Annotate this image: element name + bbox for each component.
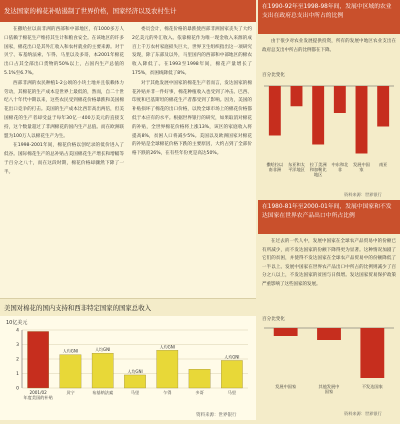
sidebar — [258, 0, 400, 420]
category-label: 发展中国家 — [353, 162, 370, 172]
sidebar-box-1-title: 在1990-92年至1998-98年间，发展中区域的农业支出在政府总支出中所占的比例 — [258, 0, 400, 34]
chart-unit-label: 10亿美元 — [6, 320, 28, 326]
bar-value-label: 人均GNI — [62, 348, 79, 354]
sidebar-box-2-title: 在1980-81年至2000-01年间，发展中国家和不发达国家在世界农产品出口中所占比例 — [258, 200, 400, 234]
bar — [360, 328, 384, 378]
paragraph: 对于其他发展中国家的棉花生产者而言，发达国家的棉花补贴并非一件好事，棉花种植收入也受到了冲击。巴西、印度和巴基斯坦的棉花生产者都受到了影响。因为，美国的补贴损坏了棉花的出口价格，以致全球市场上的棉花价格都低于本应有的水平。根据世界银行的研究，如果取消对棉花的补贴，全世界棉花价格将上涨13%，该区的家庭收入将提高8%，贫困人口将减少5%。美国以及欧洲国家对棉花的补贴是全球棉花价格下跌的主要原因，大约占到了全部价格下跌的26%，在有些年份更是高达50%。 — [132, 80, 252, 157]
bar-value-label: 人均GNI — [159, 344, 175, 350]
bar — [124, 375, 145, 388]
bar — [269, 86, 281, 136]
bar — [27, 331, 48, 388]
y-tick-label: 1 — [16, 372, 19, 377]
main-headline: 发达国家的棉花补贴遏制了世界价格，国家经济以及农村生计 — [0, 0, 256, 22]
bar-value-label: 人均GNI — [127, 368, 143, 374]
bar — [312, 86, 324, 145]
bar — [317, 328, 341, 340]
bar — [189, 369, 210, 388]
bar — [334, 86, 346, 113]
bar — [291, 86, 303, 106]
sidebar-box-2-ylabel: 百分比变化 — [262, 317, 285, 322]
paragraph: 在撒哈拉以南非洲的西部和中部地区，有1000多万人口依赖于棉花生产维持其生计和粮食安全。在该地区的许多国家，棉花出口是其外汇收入和农村就业的主要来源。对于贝宁、布基纳法索、乍得、马里以及多哥，本2001年棉花出口占其全部出口货物的50%以上，占国内生产总值的5.1%至6.7%。 — [4, 27, 124, 76]
category-label: 其他发展中国家 — [318, 384, 340, 394]
category-label: 多哥 — [195, 390, 204, 395]
us-subsidy-chart — [0, 316, 256, 420]
paragraph: 委员会计，棉花价格的暴跌使西部非洲国家丧失了大约2亿美元的外汇收入。依靠棉花作为唯一现金收入来源的成百上千万农村家庭损失巨大，世界卫生组织指出这一项研究发现，除了东部及以外，马里国内的西部和中部地区的棉农收入降低了。在1993至1998年间，棉花产量增长了175%，贫困线降低了8%。 — [132, 27, 252, 76]
category-label: 马里 — [130, 390, 140, 395]
category-label: 布基纳法索 — [92, 390, 114, 395]
category-label: 2001/02 年度美国的补贴 — [23, 390, 53, 400]
agri-export-share-chart — [258, 322, 400, 410]
article-column-2 — [132, 26, 252, 160]
bar-value-label: 人均GNI — [224, 354, 240, 360]
bar — [60, 355, 81, 388]
bar — [221, 360, 242, 388]
us-subsidy-chart-svg — [0, 316, 256, 420]
category-label: 撒哈拉以南非洲 — [266, 162, 284, 172]
category-label: 乍得 — [163, 390, 172, 395]
bar — [274, 328, 298, 336]
bar — [157, 350, 178, 388]
article-body — [4, 26, 254, 294]
bar — [377, 86, 389, 127]
bar — [92, 353, 113, 388]
y-tick-label: 2 — [16, 357, 19, 363]
category-label: 不发达国家 — [361, 384, 383, 389]
us-subsidy-chart-title: 美国对棉花的国内支持和西非特定国家的国家总收入 — [0, 298, 256, 316]
category-label: 中东和北非 — [331, 162, 349, 172]
y-tick-label: 3 — [16, 343, 19, 348]
agri-spending-chart — [258, 80, 400, 190]
sidebar-box-1-credit: 资料来源：世界银行 — [344, 192, 382, 197]
article-column-1 — [4, 26, 124, 179]
bar-value-label: 人均GNI — [95, 347, 111, 353]
category-label: 南亚 — [378, 162, 388, 167]
chart-credit: 资料来源：世界银行 — [196, 413, 237, 418]
category-label: 东亚和太平洋地区 — [288, 162, 305, 172]
sidebar-box-1-text: 由于很少对农业发展提供投资，所有的发展中地区农业支出在政府总支出中所占的比例都在下降。 — [262, 39, 396, 53]
category-label: 贝宁 — [66, 390, 75, 395]
paragraph: 在1998-2001年间，棉花价格以创纪录的低价进入了低谷。国际棉花生产的总补贴占美国棉花生产增长和增幅等于百分之八十，而在这段时期，棉花价格却骤然下降了一半。 — [4, 143, 124, 175]
category-label: 发展中国家 — [275, 384, 297, 389]
y-tick-label: 4 — [16, 328, 19, 334]
category-label: 马里 — [227, 390, 237, 395]
sidebar-box-2-text: 在过去的一代人中，发展中国家在全球农产品贸易中的份额已有所减少，而不发达国家的份额下降得更为显著。这种情况加剧了它们的贫困，并使得不发达国家在全球农产品贸易中的份额降低了一半以上。发展中国家在世界农产品出口中所占的比例则减少了百分之八以上，不发达国家的贫困与日俱增。发达国家贸易保护政策严重影响了这些国家的发展。 — [262, 239, 396, 287]
y-tick-label: 0 — [16, 386, 19, 392]
sidebar-box-2-credit: 资料来源：世界银行 — [344, 411, 382, 416]
sidebar-box-1-ylabel: 百分比变化 — [262, 73, 285, 78]
paragraph: 西部非洲的农民种植1-2公顷的小块土地并且依赖体力劳动，其棉花的生产成本是世界上最低的，然而，自二十世纪八十年代中期以来，这些农民受到棉花价格暴跌和美国棉花出口竞争的打击。美国的生产成本比西非高出两倍，但美国棉花的生产者却受益于每年30亿一400万美元的直接支持，这个数量超过了非洲棉花的国内生产总值。而在欧洲联盟为100万人以棉花生产为生。 — [4, 80, 124, 139]
category-label: 拉丁美洲和加勒比地区 — [309, 162, 327, 177]
bar — [356, 86, 368, 154]
